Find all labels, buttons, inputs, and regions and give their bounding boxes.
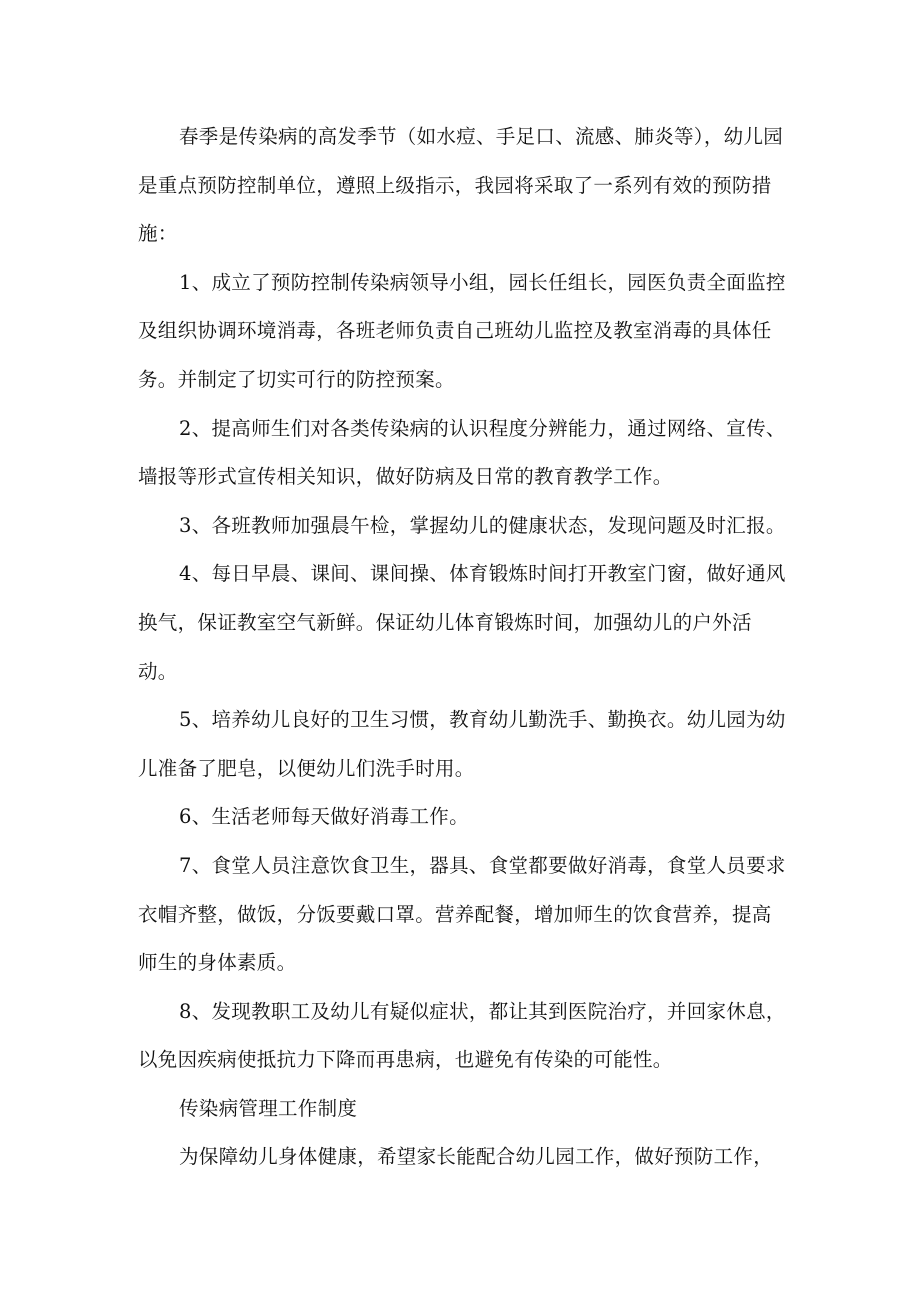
section-heading: 传染病管理工作制度	[179, 1096, 358, 1120]
measure-1-paragraph: 1、成立了预防控制传染病领导小组，园长任组长，园医负责全面监控及组织协调环境消毒，各班老师负责自己班幼儿监控及教室消毒的具体任务。并制定了切实可行的防控预案。	[138, 270, 786, 391]
closing-paragraph: 为保障幼儿身体健康，希望家长能配合幼儿园工作，做好预防工作，	[179, 1145, 774, 1169]
measure-5-paragraph: 5、培养幼儿良好的卫生习惯，教育幼儿勤洗手、勤换衣。幼儿园为幼儿准备了肥皂，以便幼儿们洗手时用。	[138, 708, 786, 780]
measure-4-paragraph: 4、每日早晨、课间、课间操、体育锻炼时间打开教室门窗，做好通风换气，保证教室空气新鲜。保证幼儿体育锻炼时间，加强幼儿的户外活动。	[138, 562, 786, 683]
measure-8-paragraph: 8、发现教职工及幼儿有疑似症状，都让其到医院治疗，并回家休息，以免因疾病使抵抗力下降而再患病，也避免有传染的可能性。	[138, 999, 786, 1072]
measure-3-paragraph: 3、各班教师加强晨午检，掌握幼儿的健康状态，发现问题及时汇报。	[179, 513, 786, 537]
document-body	[138, 113, 788, 1182]
intro-paragraph: 春季是传染病的高发季节（如水痘、手足口、流感、肺炎等），幼儿园是重点预防控制单位，遵照上级指示，我园将采取了一系列有效的预防措施：	[138, 125, 784, 246]
measure-2-paragraph: 2、提高师生们对各类传染病的认识程度分辨能力，通过网络、宣传、墙报等形式宣传相关知识，做好防病及日常的教育教学工作。	[138, 416, 786, 489]
measure-6-paragraph: 6、生活老师每天做好消毒工作。	[179, 805, 469, 829]
measure-7-paragraph: 7、食堂人员注意饮食卫生，器具、食堂都要做好消毒，食堂人员要求衣帽齐整，做饭，分饭要戴口罩。营养配餐，增加师生的饮食营养，提高师生的身体素质。	[138, 853, 786, 975]
